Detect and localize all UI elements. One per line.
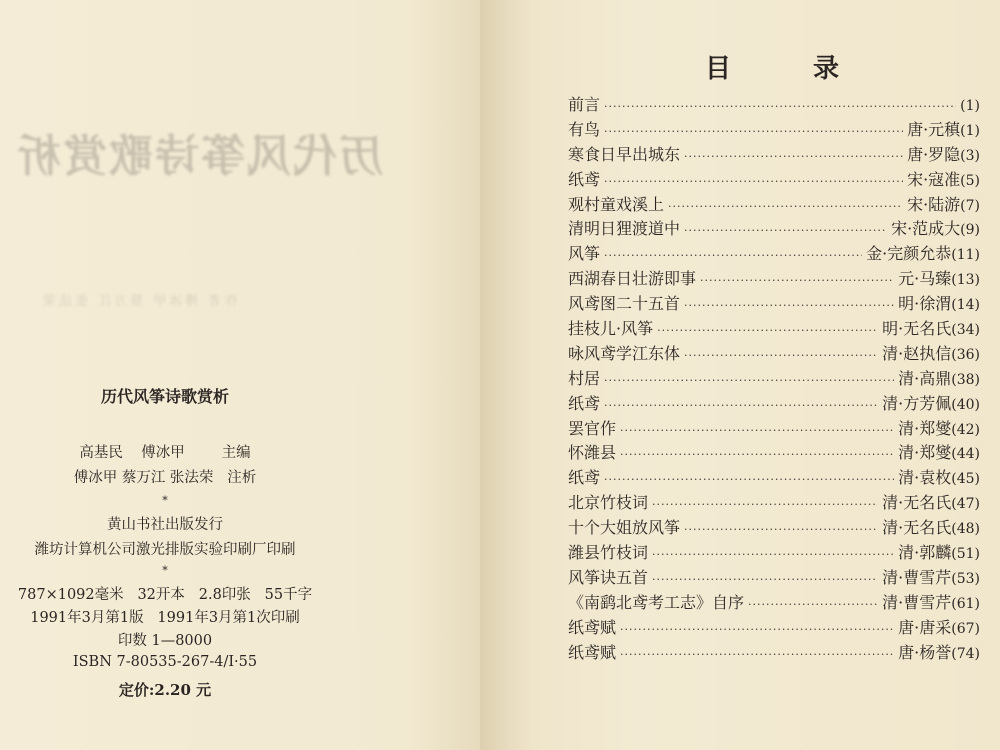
entry-author: 明·徐渭 [898, 294, 952, 314]
entry-page: (45) [951, 471, 980, 488]
entry-title: 纸鸢赋 [568, 617, 617, 637]
leader-dots [604, 249, 862, 262]
leader-dots [604, 399, 878, 412]
entry-page: (11) [951, 247, 980, 264]
publisher: 黄山书社出版发行 [107, 517, 223, 533]
entry-page: (51) [951, 546, 980, 563]
entry-author: 清·郑燮 [898, 443, 952, 463]
toc-entry [568, 117, 980, 142]
entry-title: 有鸟 [568, 119, 601, 139]
leader-dots [604, 374, 894, 387]
entry-page: (53) [951, 570, 980, 587]
annotators-line: 傅冰甲 蔡万江 张法荣 注析 [73, 470, 257, 486]
entry-author: 唐·罗隐 [907, 144, 961, 164]
leader-dots [657, 324, 878, 337]
leader-dots [684, 349, 878, 362]
toc-entry [568, 515, 980, 540]
leader-dots [684, 150, 903, 163]
toc-entry [568, 167, 980, 192]
leader-dots [684, 523, 878, 536]
toc-entry [568, 391, 980, 416]
toc-entry [568, 490, 980, 515]
entry-title: 十个大姐放风筝 [568, 518, 681, 538]
leader-dots [620, 448, 894, 461]
entry-page: (1) [960, 98, 980, 114]
toc-entry [568, 540, 980, 565]
separator: * [162, 494, 168, 507]
entry-title: 风鸢图二十五首 [568, 294, 681, 314]
toc-entry [568, 366, 980, 391]
entry-author: 唐·杨誉 [898, 642, 952, 662]
leader-dots [604, 473, 894, 486]
entry-page: (3) [960, 147, 980, 164]
show-through-authors: 作者 傅冰甲 蔡万江 张法荣 [40, 294, 238, 309]
toc-entry [568, 291, 980, 316]
entry-title: 潍县竹枝词 [568, 543, 649, 563]
entry-author: 清·曹雪芹 [882, 567, 952, 587]
edition-info: 1991年3月第1版 1991年3月第1次印刷 [30, 610, 300, 626]
entry-title: 风筝诀五首 [568, 567, 649, 587]
entry-author: 清·赵执信 [882, 343, 952, 363]
entry-title: 挂枝儿·风筝 [568, 319, 654, 339]
isbn: ISBN 7-80535-267-4/I·55 [72, 654, 258, 670]
print-run: 印数 1—8000 [117, 633, 213, 649]
entry-author: 明·无名氏 [882, 319, 952, 339]
leader-dots [620, 623, 894, 636]
toc-entry [568, 341, 980, 366]
leader-dots [604, 100, 956, 113]
toc-entry [568, 192, 980, 217]
book-title: 历代风筝诗歌赏析 [100, 387, 229, 406]
entry-title: 村居 [568, 368, 601, 388]
entry-page: (5) [960, 172, 980, 189]
entry-author: 清·郭麟 [898, 543, 952, 563]
leader-dots [604, 125, 903, 138]
format-info: 787×1092毫米 32开本 2.8印张 55千字 [17, 587, 313, 603]
price: 定价:2.20 元 [118, 681, 212, 699]
entry-author: 唐·元稹 [907, 119, 961, 139]
toc-entry [568, 590, 980, 615]
entry-page: (74) [951, 645, 980, 662]
toc-title-char: 录 [813, 54, 840, 84]
entry-author: 宋·范成大 [891, 219, 961, 239]
entry-title: 观村童戏溪上 [568, 194, 665, 214]
toc-entry [568, 216, 980, 241]
toc-entry [568, 266, 980, 291]
toc-title-char: 目 [705, 54, 732, 84]
entry-author: 金·完颜允恭 [866, 244, 952, 264]
entry-title: 北京竹枝词 [568, 493, 649, 513]
entry-page: (44) [951, 446, 980, 463]
toc-entry [568, 640, 980, 665]
printer: 潍坊计算机公司激光排版实验印刷厂印刷 [34, 542, 296, 558]
entry-title: 风筝 [568, 244, 601, 264]
entry-page: (1) [960, 122, 980, 139]
entry-page: (7) [960, 197, 980, 214]
toc-entry [568, 440, 980, 465]
leader-dots [652, 498, 878, 511]
entry-author: 清·无名氏 [882, 493, 952, 513]
table-of-contents [568, 92, 980, 664]
leader-dots [748, 598, 878, 611]
toc-entry [568, 465, 980, 490]
leader-dots [604, 175, 903, 188]
leader-dots [684, 224, 887, 237]
leader-dots [684, 299, 894, 312]
entry-author: 唐·唐采 [898, 617, 952, 637]
leader-dots [652, 573, 878, 586]
entry-page: (42) [951, 421, 980, 438]
entry-author: 清·高鼎 [898, 368, 952, 388]
entry-author: 宋·寇准 [907, 169, 961, 189]
left-page-colophon [0, 0, 480, 750]
entry-page: (13) [951, 272, 980, 289]
entry-author: 清·方芳佩 [882, 393, 952, 413]
entry-title: 怀潍县 [568, 443, 617, 463]
entry-author: 清·曹雪芹 [882, 592, 952, 612]
editors-line: 高基民 傅冰甲 主编 [79, 445, 251, 461]
toc-entry [568, 316, 980, 341]
entry-page: (61) [951, 595, 980, 612]
entry-page: (34) [951, 322, 980, 339]
entry-page: (38) [951, 371, 980, 388]
leader-dots [620, 648, 894, 661]
entry-page: (67) [951, 620, 980, 637]
toc-title [705, 48, 839, 85]
leader-dots [652, 548, 894, 561]
leader-dots [668, 200, 903, 213]
entry-page: (14) [951, 297, 980, 314]
leader-dots [620, 424, 894, 437]
leader-dots [700, 274, 894, 287]
entry-author: 宋·陆游 [907, 194, 961, 214]
entry-page: (36) [951, 346, 980, 363]
show-through-title: 历代风筝诗歌赏析 [15, 131, 383, 182]
entry-title: 《南鹞北鸢考工志》自序 [568, 592, 745, 612]
entry-title: 寒食日早出城东 [568, 144, 681, 164]
entry-title: 纸鸢 [568, 393, 601, 413]
toc-entry [568, 142, 980, 167]
entry-title: 西湖春日壮游即事 [568, 269, 697, 289]
entry-title: 清明日狸渡道中 [568, 219, 681, 239]
entry-page: (48) [951, 521, 980, 538]
entry-author: 清·袁枚 [898, 468, 952, 488]
entry-author: 清·无名氏 [882, 518, 952, 538]
entry-author: 元·马臻 [898, 269, 952, 289]
toc-entry [568, 92, 980, 117]
entry-title: 前言 [568, 95, 601, 114]
toc-entry [568, 241, 980, 266]
entry-author: 清·郑燮 [898, 418, 952, 438]
entry-title: 纸鸢赋 [568, 642, 617, 662]
separator: * [162, 564, 168, 577]
entry-title: 纸鸢 [568, 468, 601, 488]
toc-entry [568, 565, 980, 590]
entry-title: 咏风鸢学江东体 [568, 343, 681, 363]
entry-page: (47) [951, 496, 980, 513]
entry-page: (40) [951, 396, 980, 413]
entry-title: 罢官作 [568, 418, 617, 438]
entry-title: 纸鸢 [568, 169, 601, 189]
toc-entry [568, 416, 980, 441]
toc-entry [568, 615, 980, 640]
entry-page: (9) [960, 222, 980, 239]
